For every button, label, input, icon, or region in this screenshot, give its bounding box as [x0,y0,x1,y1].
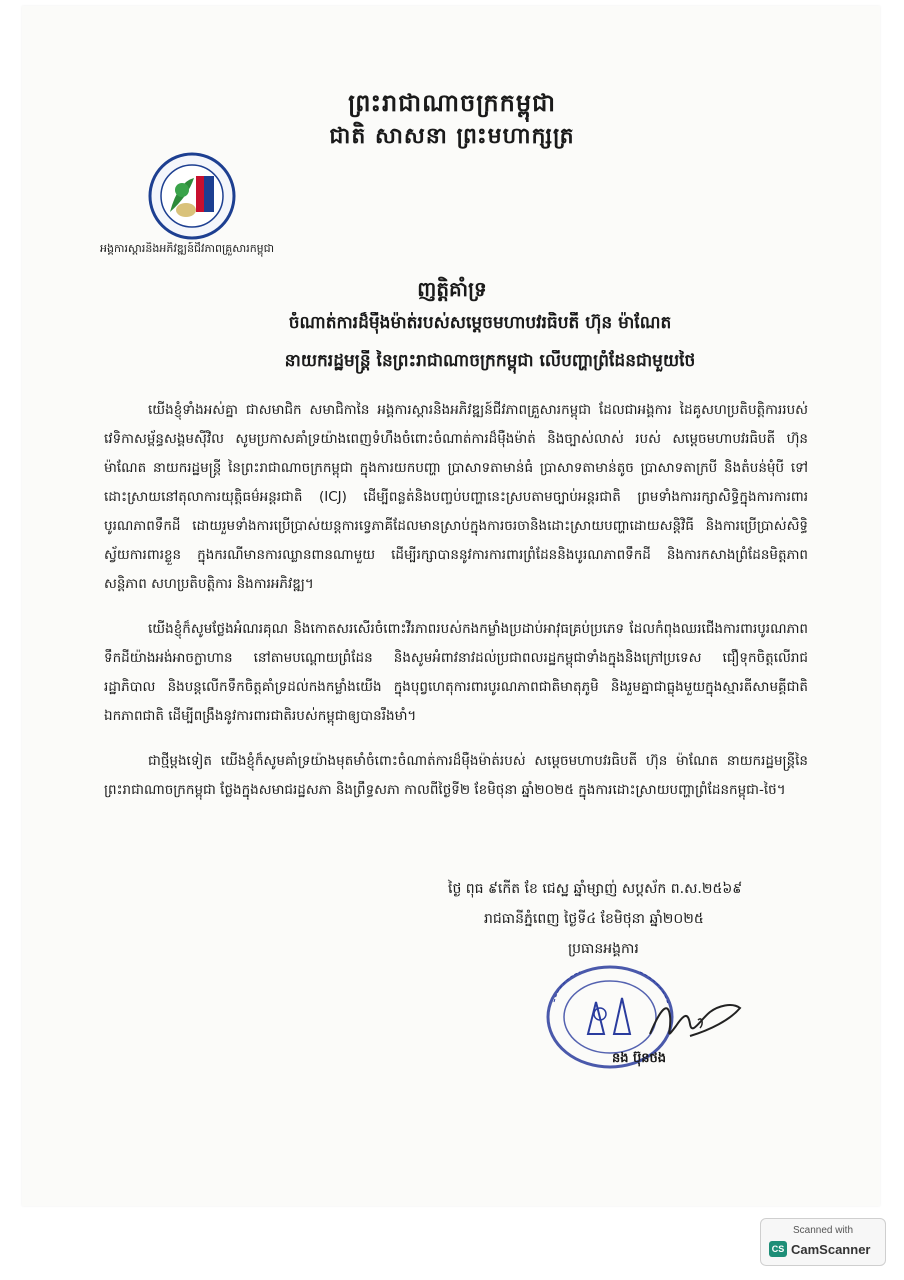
organization-logo-icon [148,152,236,240]
paragraph-2: យើងខ្ញុំក៏សូមថ្លែងអំណរគុណ និងកោតសរសើរចំពោះវីរភាពរបស់កងកម្លាំងប្រដាប់អាវុធគ្រប់ប្រភេទ ដែលកំពុងឈរជើងការពារបូរណភាពទឹកដីយ៉ាងអង់អាចក្លាហាន នៅតាមបណ្តោយព្រំដែន និងសូមអំពាវនាវដល់ប្រជាពលរដ្ឋកម្ពុជាទាំងក្នុងនិងក្រៅប្រទេស ជឿទុកចិត្តលើរាជរដ្ឋាភិបាល និងបន្តលើកទឹកចិត្តគាំទ្រដល់កងកម្លាំងយើង ក្នុងបុព្វហេតុការពារបូរណភាពជាតិមាតុភូមិ និងរួមគ្នាជាធ្លុងមួយក្នុងស្មារតីសាមគ្គីជាតិ ឯកភាពជាតិ ដើម្បីពង្រឹងនូវការពារជាតិរបស់កម្ពុជាឲ្យបានរឹងមាំ។ [104,621,808,724]
paragraph-1: យើងខ្ញុំទាំងអស់គ្នា ជាសមាជិក សមាជិកានៃ អង្គការស្តារនិងអភិវឌ្ឍន៍ជីវភាពគ្រួសារកម្ពុជា ដែលជាអង្គការ ដៃគូសហប្រតិបត្តិការរបស់វេទិកាសម្ព័ន្ធសង្គមស៊ីវិល សូមប្រកាសគាំទ្រយ៉ាងពេញទំហឹងចំពោះចំណាត់ការដ៏មុឺងម៉ាត់ និងច្បាស់លាស់ របស់ សម្តេចមហាបវរធិបតី ហ៊ុន ម៉ាណែត នាយករដ្ឋមន្ត្រី នៃព្រះរាជាណាចក្រកម្ពុជា ក្នុងការយកបញ្ហា ប្រាសាទតាមាន់ធំ ប្រាសាទតាមាន់តូច ប្រាសាទតាក្របី និងតំបន់មុំបី ទៅដោះស្រាយនៅតុលាការយុត្តិធម៌អន្តរជាតិ (ICJ) ដើម្បីពន្លត់និងបញ្ចប់បញ្ហានេះស្របតាមច្បាប់អន្តរជាតិ ព្រមទាំងការរក្សាសិទ្ធិក្នុងការការពារបូរណភាពទឹកដី ដោយរួមទាំងការប្រើប្រាស់យន្តការទ្វេភាគីដែលមានស្រាប់ក្នុងការចរចានិងដោះស្រាយបញ្ហាដោយសន្តិវិធី និងការប្រើប្រាស់សិទ្ធិស្វ័យការពារខ្លួន ក្នុងករណីមានការឈ្លានពានណាមួយ ដើម្បីរក្សាបាននូវការការពារព្រំដែននិងបូរណភាពទឹកដី និងការកសាងព្រំដែនមិត្តភាព សន្តិភាព សហប្រតិបត្តិការ និងការអភិវឌ្ឍ។ [104,402,808,592]
signer-name: នង ប៊ុនថង [612,1051,667,1066]
subject-line-2: នាយករដ្ឋមន្ត្រី នៃព្រះរាជាណាចក្រកម្ពុជា លើបញ្ហាព្រំដែនជាមួយថៃ [284,351,696,371]
document-type: ញត្តិគាំទ្រ [417,277,487,301]
letter-body [104,396,808,805]
national-motto: ជាតិ សាសនា ព្រះមហាក្សត្រ [329,123,575,149]
watermark-caption: Scanned with [792,1225,854,1236]
subject-line-1: ចំណាត់ការដ៏មុឺងម៉ាត់របស់សម្តេចមហាបវរធិបតី ហ៊ុន ម៉ាណែត [288,313,672,333]
camscanner-logo-icon: CS [769,1241,787,1257]
paragraph-3: ជាថ្មីម្តងទៀត យើងខ្ញុំក៏សូមគាំទ្រយ៉ាងមុតមាំចំពោះចំណាត់ការដ៏មុឺងម៉ាត់របស់ សម្តេចមហាបវរធិបតី ហ៊ុន ម៉ាណែត នាយករដ្ឋមន្ត្រីនៃព្រះរាជាណាចក្រកម្ពុជា ថ្លែងក្នុងសមាជរដ្ឋសភា និងព្រឹទ្ធសភា កាលពីថ្ងៃទី២ ខែមិថុនា ឆ្នាំ២០២៥ ក្នុងការដោះស្រាយបញ្ហាព្រំដែនកម្ពុជា-ថៃ។ [104,753,808,798]
organization-name: អង្គការស្តារនិងអភិវឌ្ឍន៍ជីវភាពគ្រួសារកម្ពុជា [100,242,275,255]
watermark-brand: CamScanner [791,1241,871,1257]
signer-title: ប្រធានអង្គការ [568,941,639,957]
signature-icon [640,990,750,1054]
closing-block [448,874,818,964]
place-date: រាជធានីភ្នំពេញ ថ្ងៃទី៤ ខែមិថុនា ឆ្នាំ២០២៥ [484,911,704,927]
lunar-date: ថ្ងៃ ពុធ ៩កើត ខែ ជេស្ឋ ឆ្នាំម្សាញ់ សប្តស័ក ព.ស.២៥៦៩ [448,881,743,897]
kingdom-heading: ព្រះរាជាណាចក្រកម្ពុជា [348,88,556,117]
camscanner-watermark [760,1218,886,1266]
